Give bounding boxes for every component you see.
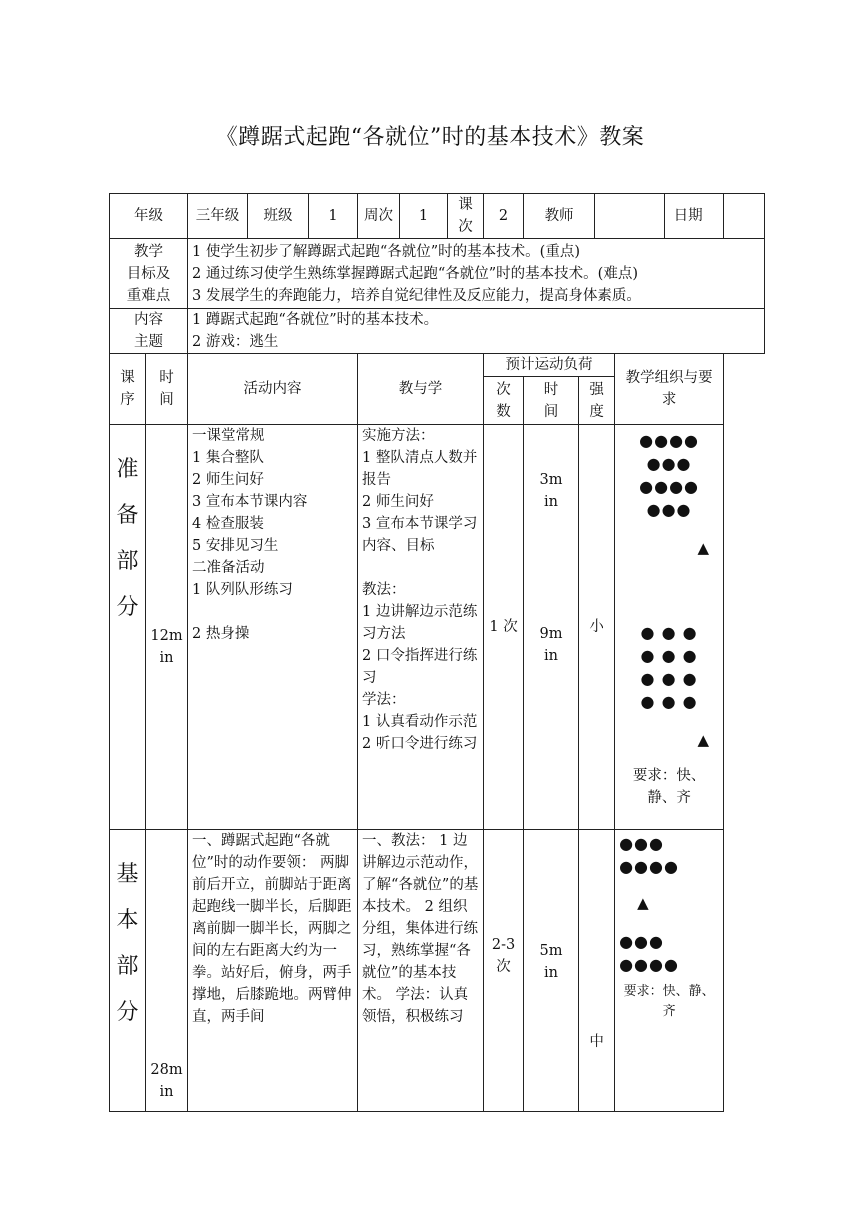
- page-title: 《蹲踞式起跑“各就位”时的基本技术》教案: [215, 125, 645, 150]
- objective-item: 1 使学生初步了解蹲踞式起跑“各就位”时的基本技术。(重点): [192, 243, 580, 260]
- col-organization: 教学组织与要求: [615, 354, 724, 425]
- prep-load-time: [524, 425, 579, 830]
- content-row: [110, 309, 765, 354]
- basic-intensity: 中: [579, 830, 615, 1112]
- prep-part-label: 准 备 部 分: [110, 425, 146, 830]
- col-count: 次 数: [484, 377, 524, 425]
- basic-organization: [615, 830, 724, 1112]
- col-intensity: 强 度: [579, 377, 615, 425]
- objective-item: 3 发展学生的奔跑能力，培养自觉纪律性及反应能力，提高身体素质。: [192, 287, 641, 304]
- requirement-text: 要求：快、静、齐: [623, 984, 715, 1019]
- content-item: 1 蹲踞式起跑“各就位”时的基本技术。: [192, 312, 439, 328]
- basic-activity: 一、蹲踞式起跑“各就位”时的动作要领： 两脚前后开立，前脚站于距离起跑线一脚半长，后脚距离前脚一脚半长，两脚之间的左右距离大约为一拳。站好后，俯身，两手撑地，后膝跪地。两臂伸直，两手间: [188, 830, 358, 1112]
- col-load-time: 时 间: [524, 377, 579, 425]
- header-row: [110, 194, 765, 239]
- lesson-value: 2: [484, 194, 524, 239]
- col-activity: 活动内容: [188, 354, 358, 425]
- col-time: 时 间: [146, 354, 188, 425]
- week-value: 1: [400, 194, 448, 239]
- teacher-value: [595, 194, 665, 239]
- class-label: 班级: [248, 194, 309, 239]
- basic-time: 28m in: [146, 830, 188, 1112]
- formation-diagram: ●●● ●●●●: [619, 932, 679, 974]
- objectives-row: [110, 239, 765, 309]
- prep-count: 1 次: [484, 425, 524, 830]
- formation-diagram: ●●● ●●●●: [619, 834, 679, 876]
- grade-value: 三年级: [188, 194, 248, 239]
- date-value: [724, 194, 765, 239]
- prep-load-time-1: 3m in: [539, 472, 563, 510]
- objectives-list: [188, 239, 765, 309]
- lesson-plan-table: [109, 193, 765, 1112]
- prep-time: 12m in: [146, 425, 188, 830]
- teacher-label: 教师: [524, 194, 595, 239]
- col-sequence: 课 序: [110, 354, 146, 425]
- basic-part-label: 基 本 部 分: [110, 830, 146, 1112]
- requirement-text: 要求：快、静、齐: [632, 768, 706, 806]
- basic-load-time: 5m in: [524, 830, 579, 1112]
- basic-count: 2-3 次: [484, 830, 524, 1112]
- content-list: [188, 309, 765, 354]
- content-label: 内容 主题: [110, 309, 188, 354]
- prep-organization: [615, 425, 724, 830]
- date-label: 日期: [665, 194, 724, 239]
- week-label: 周次: [358, 194, 400, 239]
- class-value: 1: [309, 194, 358, 239]
- columns-row-1: [110, 354, 765, 377]
- prep-teach: 实施方法： 1 整队清点人数并报告 2 师生问好 3 宣布本节课学习内容、目标 教法： 1 边讲解边示范练习方法 2 口令指挥进行练习 学法： 1 认真看动作示范 2 听口令进行练习: [358, 425, 484, 830]
- objectives-label: 教学 目标及 重难点: [110, 239, 188, 309]
- teacher-marker-icon: ▲: [637, 894, 649, 912]
- formation-diagram: ● ● ● ● ● ● ● ● ● ● ● ●: [640, 623, 698, 711]
- prep-activity: 一课堂常规 1 集合整队 2 师生问好 3 宣布本节课内容 4 检查服装 5 安排见习生 二准备活动 1 队列队形练习 2 热身操: [188, 425, 358, 830]
- teacher-marker-icon: ▲: [697, 731, 710, 749]
- grade-label: 年级: [110, 194, 188, 239]
- content-item: 2 游戏：逃生: [192, 334, 279, 350]
- basic-teach: 一、教法： 1 边讲解边示范动作，了解“各就位”的基本技术。 2 组织分组，集体进行练习，熟练掌握“各就位”的基本技术。 学法：认真领悟，积极练习: [358, 830, 484, 1112]
- formation-diagram: ●●●● ●●● ●●●● ●●●: [639, 431, 699, 519]
- objective-item: 2 通过练习使学生熟练掌握蹲踞式起跑“各就位”时的基本技术。(难点): [192, 265, 638, 282]
- col-teach-learn: 教与学: [358, 354, 484, 425]
- prep-intensity: 小: [579, 425, 615, 830]
- prep-row: [110, 425, 765, 830]
- lesson-label: 课次: [448, 194, 484, 239]
- col-load-header: 预计运动负荷: [484, 354, 615, 377]
- prep-load-time-2: 9m in: [539, 626, 563, 664]
- teacher-marker-icon: ▲: [697, 539, 710, 557]
- basic-row: [110, 830, 765, 1112]
